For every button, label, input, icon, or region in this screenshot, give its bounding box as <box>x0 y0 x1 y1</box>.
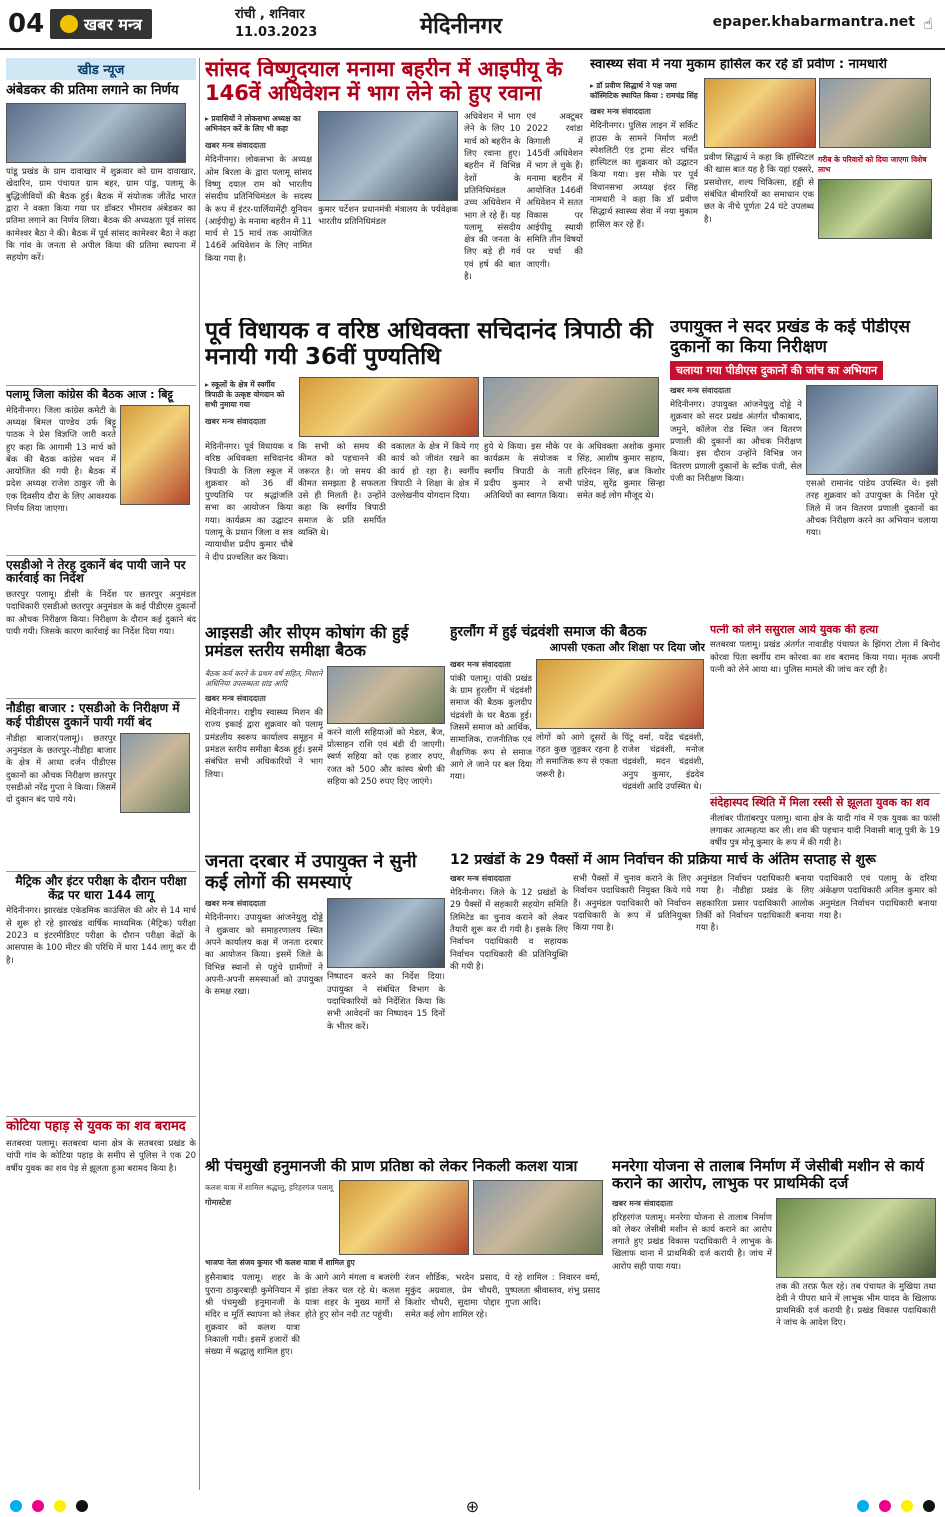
row4-left-story <box>205 852 445 1152</box>
row5-left-byline: गोमास्टेश <box>205 1198 232 1208</box>
row5-left-headline: श्री पंचमुखी हनुमानजी की प्राण प्रतिष्ठा को लेकर निकली कलश यात्रा <box>205 1158 578 1175</box>
yellow-dot-icon <box>54 1500 66 1512</box>
row3-right-headline-1: पत्नी को लेने ससुराल आये युवक की हत्या <box>710 624 879 636</box>
row3-left-headline: आइसडी और सीएम कोषांग की हुई प्रमंडल स्तरीय समीक्षा बैठक <box>205 624 409 661</box>
top-center-story <box>205 58 583 313</box>
column-divider <box>199 58 200 1490</box>
mid-center-col2: कि सभी को समय की कीमत को पहचानने की जरूरत है। जो समय की कीमत समझता है सफलता उसे ही मिलती है। उन्होंने कहा कि स्वर्गीय त्रिपाठी समाज के प्रति समर्पित व्यक्ति थे। <box>298 441 386 539</box>
city-day: रांची , शनिवार <box>235 7 305 22</box>
story6-body: सतबरवा पलामू। सतबरवा थाना क्षेत्र के सतबरवा प्रखंड के चांपी गांव के कोटिया पहाड़ के समीप से पुलिस ने एक 20 वर्षीय युवक का शव पेड़ से झूलता हुआ बरामद किया है। <box>6 1138 196 1174</box>
row5-right-story <box>612 1158 940 1488</box>
row5-right-headline: मनरेगा योजना से तालाब निर्माण में जेसीबी मशीन से कार्य कराने का आरोप, लाभुक पर प्राथमिकी दर्ज <box>612 1158 924 1193</box>
mid-right-sub: चलाया गया पीडीएस दुकानों की जांच का अभियान <box>670 361 883 380</box>
page-number: 04 <box>8 9 45 39</box>
row4-left-body: मेदिनीनगर। उपायुक्त आंजनेयुलु दोड्डे ने शुक्रवार को समाहरणालय स्थित अपने कार्यालय कक्ष में जनता दरबार का आयोजन किया। इसमें जिले के विभिन्न स्थानों से पहुंचे ग्रामीणों ने अपनी-अपनी समस्याओं को उपायुक्त के समक्ष रखा। <box>205 913 323 998</box>
row3-left-photo <box>327 666 445 724</box>
row3-left-byline: खबर मन्त्र संवाददाता <box>205 694 266 704</box>
mid-right-body: मेदिनीनगर। उपायुक्त आंजनेयुलु दोड्डे ने शुक्रवार को सदर प्रखंड अंतर्गत चौकाबाद, जमुने, कॉलेज रोड स्थित जन वितरण प्रणाली की दुकानों का औचक निरीक्षण किया। इस दौरान उन्होंने विभिन्न जन वितरण प्रणाली दुकानों के स्टॉक पंजी, सेल पंजी का निरीक्षण किया। <box>670 400 802 484</box>
row3-mid-body: पांकी पलामू। पांकी प्रखंड के ग्राम हुरलौंग में चंद्रवंशी समाज की बैठक कुलदीप चंद्रवंशी के घर बैठक हुई। जिसमें समाज को आर्थिक, सामाजिक, राजनीतिक एवं शैक्षणिक रूप से समाज आगे ले जाने पर बल दिया गया। <box>450 673 532 783</box>
story3-body: छतरपुर पलामू। डीसी के निर्देश पर छतरपुर अनुमंडल पदाधिकारी एसडीओ छतरपुर अनुमंडल के कई पीडीएस दुकानों का औचक निरीक्षण किया। निरीक्षण के दौरान कई दुकाने बंद पायी गयी। जिसके कारण कार्रवाई का निर्देश दिया गया। <box>6 590 196 638</box>
dateline <box>235 6 317 42</box>
row5-right-byline: खबर मन्त्र संवाददाता <box>612 1198 673 1208</box>
story5-headline: मैट्रिक और इंटर परीक्षा के दौरान परीक्षा केंद्र पर धारा 144 लागू <box>6 871 196 903</box>
black-dot-icon <box>923 1500 935 1512</box>
row5-left-story <box>205 1158 605 1488</box>
row3-left-caption: बैठक कर्य करने के प्रथम वर्ष सहित, मिशाने अधिनिया उपलब्धता ग्रांड आदि <box>205 668 323 688</box>
brand-name: खबर मन्त्र <box>84 15 142 34</box>
top-center-byline: खबर मन्त्र संवाददाता <box>205 141 266 151</box>
row4-right-body: मेदिनीनगर। जिले के 12 प्रखंडों के 29 पैक्सों में सहकारी सहयोग समिति लिमिटेड का चुनाव कराने को लेकर तैयारी शुरू कर दी गयी है। इसके लिए निर्वाचन पदाधिकारी व सहायक निर्वाचन पदाधिकारी की प्रतिनियुक्ति की गयी है। <box>450 888 568 972</box>
mid-center-col4: हुये थे किया। इस मौके पर कार्यक्रम के संयोजक व स्वर्गीय त्रिपाठी के नाती प्रदीप कुमार ने सभी अतिथियों का स्वागत किया। <box>484 441 572 502</box>
story2-headline: पलामू जिला कांग्रेस की बैठक आज : बिट्टू <box>6 385 196 402</box>
top-right-photo-2 <box>819 78 931 148</box>
top-center-headline: सांसद विष्णुदयाल मनामा बहरीन में आइपीयू के 146वें अधिवेशन में भाग लेने को हुए रवाना <box>205 58 563 105</box>
black-dot-icon <box>76 1500 88 1512</box>
story1-photo <box>6 103 186 163</box>
story1-headline: अंबेडकर की प्रतिमा लगाने का निर्णय <box>6 83 179 98</box>
mid-right-story <box>670 318 940 618</box>
row5-left-photo-2 <box>473 1180 603 1255</box>
row3-mid-col3: पिंटू वर्मा, यदेंद्र चंद्रवंशी, राजेश चंद्रवंशी, मनोज चंद्रवंशी, मदन चंद्रवंशी, अनुप कुमार, इंद्रदेव चंद्रवंशी आदि उपस्थित थे। <box>622 732 704 792</box>
cyan-dot-icon <box>10 1500 22 1512</box>
story5-body: मेदिनीनगर। झारखंड एकेडमिक काउंसिल की ओर से 14 मार्च से शुरू हो रहे झारखंड वार्षिक माध्यमिक (मैट्रिक) परीक्षा 2023 व इंटरमीडिएट परीक्षा के दौरान परीक्षा केंद्रों के आसपास के 100 मीटर की परिधि में धारा 144 लागू कर दी है। <box>6 906 196 966</box>
mid-center-photo-1 <box>299 377 479 437</box>
print-registration-bar <box>0 1495 945 1517</box>
row3-mid-photo <box>536 659 704 729</box>
row3-mid-col2: लोगों को आगे दूसरों के तहत कुछ जुड़कर रहना है तो समाजिक रूप से एकता जरूरी है। <box>536 732 618 780</box>
magenta-dot-icon <box>879 1500 891 1512</box>
row5-left-caption-2: भाजपा नेता संजय कुमार भी कलश यात्रा में शामिल हुए <box>205 1258 355 1268</box>
row5-left-caption-1: कलश यात्रा में शामिल श्रद्धालु, हरिहरगंज पलामू <box>205 1183 333 1193</box>
row3-right-body-1: सतबरवा पलामू। प्रखंड अंतर्गत नावाडीह पंचायत के झिंगरा टोला में बिनोद कोरवा पिता स्वर्गीय राम कोरवा का शव बरामद किया गया। मृतक अपनी पत्नी को लेने आया था। पुलिस मामले की जांच कर रही है। <box>710 640 940 675</box>
masthead <box>0 0 945 50</box>
mid-center-col3: वकालत के क्षेत्र में किये गए कार्य को जीवंत रखने का कार्य हो रहा है। स्वर्गीय त्रिपाठी ने शिक्षा के क्षेत्र में उल्लेखनीय योगदान दिया। <box>391 441 479 502</box>
row5-left-col2: के आगे आगे मंगला व बजरंगी झंडा लेकर चल रहे थे। कलश यात्रा शहर के मुख्य मार्गों से होते हुए सोन नदी तट पहुंची। <box>305 1273 400 1321</box>
row4-left-photo <box>327 898 445 968</box>
mid-center-bullet: ▸ स्कूलों के क्षेत्र में स्वर्गीय त्रिपाठी के उत्कृष्ट योगदान को सभी नुमाया गया <box>205 379 285 410</box>
row5-left-body: हुसैनाबाद पलामू। शहर के पुराना ठाकुरबाड़ी कुमेनियान में श्री पंचमुखी हनुमानजी के मंदिर व मूर्ति स्थापना को लेकर शुक्रवार को कलश यात्रा निकाली गयी। इसमें हजारों की संख्या में श्रद्धालु शामिल हुए। <box>205 1273 300 1358</box>
row3-right-body-2: नीलांबर पीतांबरपुर पलामू। थाना क्षेत्र के यादी गांव में एक युवक का फांसी लगाकर आत्महत्या कर ली। शव की पहचान यादी निवासी बालू पुत्री के 19 वर्षीय पुत्र मोनू कुमार के रूप में की गयी है। <box>710 813 940 849</box>
row5-left-col3: रंजन शौर्डिक, भरदेन प्रसाद, मुकुंद अग्रवाल, प्रेम चौधरी, किशोर चौधरी, सुदामा पोद्दार समेत कई लोग शामिल रहे। <box>405 1273 500 1321</box>
mid-center-body: मेदिनीनगर। पूर्व विधायक व वरिष्ठ अधिवक्ता सचिदानंद त्रिपाठी के जिला स्कूल में शुक्रवार को 36 वीं पुण्यतिथि पर श्रद्धांजलि सभा का आयोजन किया गया। कार्यक्रम का उद्घाटन पलामू के प्रधान जिला व सत्र न्यायाधीश प्रदीप कुमार चौबे ने दीप प्रज्वलित कर किया। <box>205 441 293 563</box>
mid-right-byline: खबर मन्त्र संवाददाता <box>670 386 731 396</box>
registration-dots-left <box>10 1500 88 1512</box>
story4-photo <box>120 733 190 813</box>
brand <box>50 9 152 39</box>
edition-title: मेदिनीनगर <box>420 14 503 39</box>
row4-left-col2: निष्पादन करने का निर्देश दिया। उपायुक्त ने संबंधित विभाग के पदाधिकारियों को निर्देशित किया कि सभी आवेदनों का निष्पादन 15 दिनों के भीतर करें। <box>327 972 445 1032</box>
row5-left-col4: ये रहे शामिल : निवारन वर्मा, पुष्पलता श्रीवास्तव, शंभु प्रसाद गुप्ता आदि। <box>505 1273 600 1308</box>
row5-right-photo <box>776 1198 936 1278</box>
top-right-bullet: ▸ डॉ प्रवीण सिद्धार्थ ने पक्ष जमा कॉस्मिटिक स्थापित किया : रामचंद्र सिंह <box>590 80 698 101</box>
top-center-caption: कुमार घर्टेशन प्रधानमंत्री मंत्रालय के पर्यवेक्षक भारतीय प्रतिनिधिमंडल <box>318 205 459 228</box>
top-center-col3: एवं अक्टूबर 2022 रवांडा किगाली में 145वीं अधिवेशन में भाग ले चुके हैं। मनामा बहरीन में आयोजित 146वीं अधिवेशन में सतत विकास पर आईपीयू स्थायी समिति तीन विषयों पर चर्चा की जाएगी। <box>526 112 583 270</box>
left-column <box>6 58 196 1488</box>
row3-mid-headline: हुरलौंग में हुई चंद्रवंशी समाज की बैठक <box>450 624 647 640</box>
row4-left-headline: जनता दरबार में उपायुक्त ने सुनी कई लोगों की समस्याएं <box>205 852 417 893</box>
row3-right-headline-2: संदेहास्पद स्थिति में मिला रस्सी से झूलता युवक का शव <box>710 793 940 809</box>
mid-center-byline: खबर मन्त्र संवाददाता <box>205 417 266 427</box>
mid-center-story <box>205 318 665 618</box>
row4-right-col2: सभी पैक्सों में चुनाव कराने के लिए निर्वाचन पदाधिकारी नियुक्त किये गये हैं। अनुमंडल पदाधिकारी को निर्वाचन पदाधिकारी के रूप में प्रतिनियुक्त किया गया है। <box>573 874 691 934</box>
row4-left-byline: खबर मन्त्र संवाददाता <box>205 899 266 909</box>
issue-date: 11.03.2023 <box>235 25 318 40</box>
top-center-photo <box>318 111 458 201</box>
story2-body: मेदिनीनगर। जिला कांग्रेस कमेटी के अध्यक्ष बिमल पाण्डेय उर्फ बिट्टू पाठक ने प्रेस विज्ञप्ति जारी करते हुए कहा कि आगामी 13 मार्च को बेंक की बैठक कांग्रेस भवन में आयोजित की गयी है। बैठक में प्रदेश अध्यक्ष राजेश ठाकुर जी के एक दिवसीय दौरा के लिए आवश्यक निर्णय लिया जाएगा। <box>6 405 116 515</box>
row5-left-photo-1 <box>339 1180 469 1255</box>
row5-right-col2: तक की तरफ़ फैल रहे। तब पंचायत के मुखिया तथा देवी ने पीपरा थाने में लाभुक भीम यादव के खिलाफ प्राथमिकी दर्ज करायी है। प्रखंड विकास पदाधिकारी ने जांच के आदेश दिए। <box>776 1281 936 1329</box>
row5-right-body: हरिहरगंज पलामू। मनरेगा योजना से तालाब निर्माण को लेकर जेसीबी मशीन से कार्य कराने का आरोप लगाते हुए प्रखंड विकास पदाधिकारी ने लाभुक के खिलाफ थाना में प्राथमिकी दर्ज करायी है। जांच में आरोप सही पाया गया। <box>612 1212 772 1272</box>
top-right-byline: खबर मन्त्र संवाददाता <box>590 107 651 117</box>
row4-right-col4: पदाधिकारी एवं पलामू के दरिया अंकेक्षण पदाधिकारी अनिल कुमार को अनुमंडल निर्वाचन पदाधिकारी बनाया गया है। <box>819 874 937 922</box>
registration-crosshair-icon: ⊕ <box>465 1496 480 1516</box>
top-right-note: गरीब के परिवारों को दिया जाएगा विशेष लाभ <box>818 154 927 175</box>
row4-right-headline: 12 प्रखंडों के 29 पैक्सों में आम निर्वाचन की प्रक्रिया मार्च के अंतिम सप्ताह से शुरू <box>450 852 876 868</box>
mid-center-headline: पूर्व विधायक व वरिष्ठ अधिवक्ता सचिदानंद त्रिपाठी की मनायी गयी 36वीं पुण्यतिथि <box>205 318 653 371</box>
top-right-photo-3 <box>818 179 932 239</box>
story6-headline: कोटिया पहाड़ से युवक का शव बरामद <box>6 1116 196 1135</box>
row3-left-col2: करने वाली सहियाओं को मेडल, बैज, प्रोत्साहन राशि एवं बंडी दी जाएगी। स्वर्ण सहिया को एक हजार रुपए, रजत को 500 और कांस्य श्रेणी की सहिया को 250 रुपए दिए जाएंगे। <box>327 727 445 788</box>
top-center-bullet: ▸ प्रवासियों ने लोकसभा अध्यक्ष का अभिनंदन करें के लिए भी कहा <box>205 114 301 134</box>
brand-logo-icon <box>60 15 78 33</box>
row3-mid-byline: खबर मन्त्र संवाददाता <box>450 659 511 669</box>
left-kicker: खीड न्यूज <box>6 58 196 80</box>
story3-headline: एसडीओ ने तेरह दुकानें बंद पायी जाने पर कार्रवाई का निर्देश <box>6 555 196 587</box>
row4-right-story <box>450 852 940 1152</box>
row4-right-byline: खबर मन्त्र संवाददाता <box>450 874 511 884</box>
story4-headline: नौडीहा बाजार : एसडीओ के निरीक्षण में कई पीडीएस दुकानें पायी गयीं बंद <box>6 698 196 730</box>
cyan-dot-icon <box>857 1500 869 1512</box>
row4-right-col3: अनुमंडल निर्वाचन पदाधिकारी बनाया गया है। नौडीहा प्रखंड के लिए सहकारिता प्रसार पदाधिकारी आलोक तिर्की को निर्वाचन पदाधिकारी बनाया गया है। <box>696 874 814 934</box>
mid-right-headline: उपायुक्त ने सदर प्रखंड के कई पीडीएस दुकानों का किया निरीक्षण <box>670 318 911 357</box>
top-right-photo-1 <box>704 78 816 148</box>
story4-body: नौडीहा बाजार(पलामू)। छतरपुर अनुमंडल के छतरपुर-नौडीहा बाजार के क्षेत्र में आधा दर्जन पीडीएस दुकानों का औचक निरीक्षण छतरपुर एसडीओ नरेंद्र गुप्ता ने किया। जिसमें दो दुकान बंद पाये गये। <box>6 733 116 806</box>
mid-center-photo-2 <box>483 377 659 437</box>
top-center-body: मेदिनीनगर। लोकसभा के अध्यक्ष ओम बिरला के द्वारा पलामू सांसद विष्णु दयाल राम को भारतीय संसदीय प्रतिनिधिमंडल के सदस्य के रूप में इंटर-पार्लियामेंट्री यूनियन (आईपीयू) के मनामा बहरीन में 11 मार्च से 15 मार्च तक आयोजित 146वें अधिवेशन के लिए नामित किया गया है। <box>205 155 313 264</box>
top-right-body: मेदिनीनगर। पुलिस लाइन में सर्किट हाउस के सामने निर्माण मल्टी स्पेशलिटी एंड ट्रामा सेंटर चर्चित हास्पिटल का शुक्रवार को उद्घाटन किया गया। इस मौके पर पूर्व विधानसभा अध्यक्ष इंदर सिंह नामधारी ने कहा कि डॉ प्रवीण सिद्धार्थ स्वास्थ्य सेवा में नया मुकाम हासिल कर रहे हैं। <box>590 121 698 230</box>
yellow-dot-icon <box>901 1500 913 1512</box>
mid-center-col5: के अधिवक्ता अशोक कुमार सिंह, आशीष कुमार सहाय, हरिनंदन सिंह, ब्रज किशोर पांडेय, सुरेंद्र कुमार सिन्हा समेत कई लोग मौजूद थे। <box>577 441 665 502</box>
row3-mid-sub: आपसी एकता और शिक्षा पर दिया जोर <box>549 641 705 655</box>
top-center-col2: अधिवेशन में भाग लेने के लिए 10 मार्च को बहरीन के लिए रवाना हुए। बहरीन में विभिन्न देशों के प्रतिनिधिमंडल उच्च अधिवेशन में भाग ले रहे हैं। यह पलामू संसदीय क्षेत्र की जनता के लिए बड़े ही गर्व एवं हर्ष की बात है। <box>464 112 521 283</box>
story2-photo <box>120 405 190 505</box>
pointer-icon: ☝ <box>923 14 933 33</box>
row3-left-body: मेदिनीनगर। राष्ट्रीय स्वास्थ्य मिशन की राज्य इकाई द्वारा शुक्रवार को पलामू प्रमंडलीय स्वरूप कार्यालय समूहन में प्रमंडल स्तरीय समीक्षा बैठक हुई। इसमें संबंधित सभी अधिकारियों ने भाग लिया। <box>205 708 323 780</box>
row3-mid-story <box>450 624 705 844</box>
magenta-dot-icon <box>32 1500 44 1512</box>
mid-right-col2: एसओ रामानंद पांडेय उपस्थित थे। इसी तरह शुक्रवार को उपायुक्त के निर्देश पूरे जिले में जन वितरण प्रणाली दुकानों का औचक निरीक्षण करने का अभियान चलाया गया। <box>806 479 938 539</box>
epaper-link[interactable]: epaper.khabarmantra.net <box>712 14 915 30</box>
registration-dots-right <box>857 1500 935 1512</box>
top-right-headline: स्वास्थ्य सेवा में नया मुकाम हासिल कर रहे डॉ प्रवीण : नामधारी <box>590 58 888 72</box>
top-right-side-body: प्रवीण सिद्धार्थ ने कहा कि हॉस्पिटल की खास बात यह है कि यहां एक्सरे, प्रसवोत्तर, शल्य चिकित्सा, हड्डी से संबंधित बीमारियों का समाधान एक छत के नीचे पूर्णतः 24 घंटे उपलब्ध है। <box>704 152 814 225</box>
top-right-story <box>590 58 940 313</box>
story1-body: पांडू प्रखंड के ग्राम दावाखार में शुक्रवार को ग्राम दावाखार, खेदारिन, ग्राम पंचायत ग्राम बहर, ग्राम पांडु, पलामू के बुद्धिजीवियों की बैठक हुई। बैठक में संयोजक जीतेंद्र भारत द्वारा ने वक्ता किया गया पर डॉक्टर भीमराव अंबेडकर का प्रतिमा लगाने का निर्णय लिया। बैठक की अध्यक्षता पूर्व सांसद कामेश्वर बैठा ने की। बैठक में पूर्व सांसद कामेश्वर बैठा ने कहा कि गांव के जनता से अपील किया की प्रतिमा स्थापना में सहयोग करें। <box>6 166 196 264</box>
row3-left-story <box>205 624 445 844</box>
mid-right-photo <box>806 385 938 475</box>
